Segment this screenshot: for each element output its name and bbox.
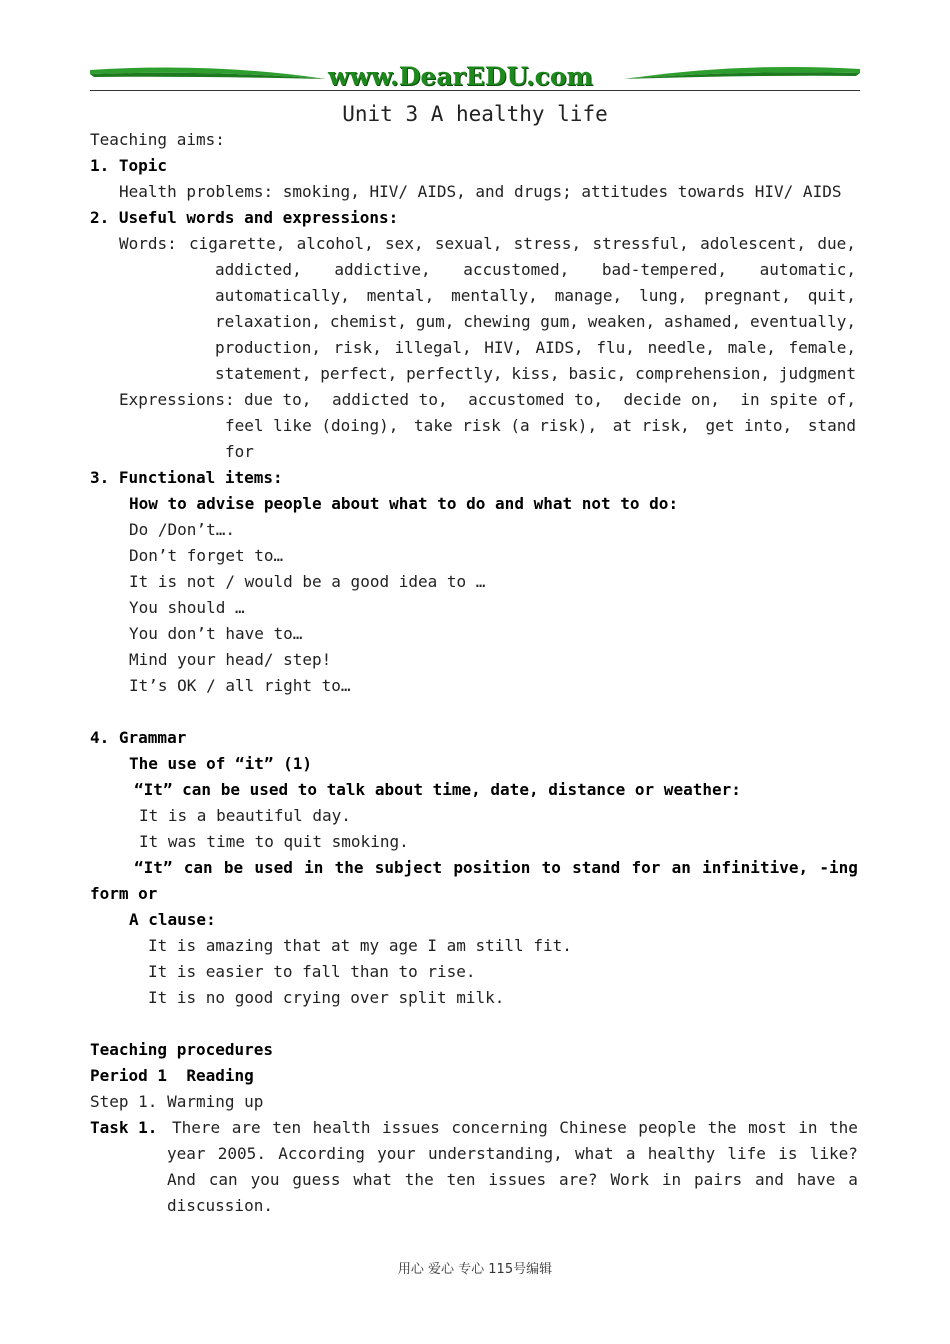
words-row-4: [215, 335, 856, 361]
rule-word: position: [453, 858, 531, 877]
words-row-1: [215, 257, 856, 283]
functional-item: Do /Don’t….: [129, 520, 235, 539]
rule-word: can: [183, 858, 213, 877]
functional-item: It is not / would be a good idea to …: [129, 572, 486, 591]
word-item: production,: [215, 338, 321, 357]
expressions-row-1: [225, 413, 856, 439]
word-item: quit,: [807, 286, 856, 305]
aims-label: Teaching aims:: [90, 130, 225, 149]
rule-word: be: [223, 858, 244, 877]
task-word: are?: [559, 1170, 598, 1189]
procedures-heading: Teaching procedures: [90, 1040, 274, 1059]
rule-word: to: [541, 858, 561, 877]
task-word: pairs: [693, 1170, 743, 1189]
site-logo: www.DearEDU.com: [328, 62, 594, 91]
word-item: ashamed,: [664, 312, 742, 331]
topic-text: Health problems: smoking, HIV/ AIDS, and drugs; attitudes towards HIV/ AIDS: [119, 182, 842, 201]
task-word: Chinese: [559, 1118, 627, 1137]
functional-item: Don’t forget to…: [129, 546, 284, 565]
task-word: like?: [809, 1144, 858, 1163]
task-word: and: [755, 1170, 784, 1189]
word-item: due,: [817, 234, 856, 253]
task-word: have: [796, 1170, 836, 1189]
task-word: ten: [446, 1170, 476, 1189]
word-item: mental,: [366, 286, 435, 305]
task-word: There: [172, 1118, 221, 1137]
task-row-0: [172, 1115, 858, 1141]
functional-item: You should …: [129, 598, 245, 617]
word-item: mentally,: [451, 286, 538, 305]
words-row-2: [215, 283, 856, 309]
expression-item: take risk (a risk),: [414, 416, 598, 435]
task-word: people: [638, 1118, 697, 1137]
word-item: accustomed,: [463, 260, 570, 279]
expression-item: at risk,: [612, 416, 690, 435]
grammar-example: It is easier to fall than to rise.: [148, 962, 476, 981]
task-word: a: [848, 1170, 858, 1189]
word-item: flu,: [596, 338, 635, 357]
task-word: 2005.: [217, 1144, 266, 1163]
task-word: According: [278, 1144, 365, 1163]
grammar-example: It is amazing that at my age I am still fit.: [148, 936, 572, 955]
grammar-example: It was time to quit smoking.: [139, 832, 409, 851]
word-item: addicted,: [215, 260, 302, 279]
word-item: sex,: [385, 234, 424, 253]
word-item: kiss,: [511, 364, 560, 383]
word-item: basic,: [568, 364, 627, 383]
expression-item: in spite of,: [740, 390, 856, 409]
task-word: your: [377, 1144, 416, 1163]
word-item: eventually,: [750, 312, 856, 331]
task-word: you: [250, 1170, 280, 1189]
task-row-2: [167, 1167, 858, 1193]
words-row-0: [189, 231, 856, 257]
word-item: lung,: [639, 286, 688, 305]
rule-word: infinitive,: [702, 858, 809, 877]
word-item: perfectly,: [406, 364, 503, 383]
task-word: a: [625, 1144, 636, 1163]
expression-item: feel like (doing),: [225, 416, 399, 435]
grammar-example: It is no good crying over split milk.: [148, 988, 505, 1007]
word-item: female,: [788, 338, 856, 357]
task-word: ten: [272, 1118, 302, 1137]
word-item: chemist,: [329, 312, 407, 331]
task-word: healthy: [647, 1144, 716, 1163]
page-title: Unit 3 A healthy life: [342, 102, 608, 126]
task-word: year: [167, 1144, 206, 1163]
functional-heading: 3. Functional items:: [90, 468, 283, 487]
word-item: risk,: [333, 338, 382, 357]
task-word: in: [661, 1170, 682, 1189]
task-word: in: [798, 1118, 818, 1137]
rule-word: “It”: [134, 858, 173, 877]
word-item: relaxation,: [215, 312, 321, 331]
word-item: illegal,: [394, 338, 472, 357]
task-word: understanding,: [427, 1144, 563, 1163]
task-word: health: [312, 1118, 371, 1137]
word-item: statement,: [215, 364, 312, 383]
word-item: stressful,: [592, 234, 689, 253]
task-row-1: [167, 1141, 858, 1167]
task-word: what: [575, 1144, 614, 1163]
word-item: gum,: [415, 312, 455, 331]
expression-item: get into,: [705, 416, 793, 435]
rule-word: for: [631, 858, 661, 877]
functional-item: Mind your head/ step!: [129, 650, 332, 669]
task-word: issues: [488, 1170, 547, 1189]
task-word: the: [829, 1118, 858, 1137]
page-footer: 用心 爱心 专心 115号编辑: [397, 1262, 553, 1277]
word-item: HIV,: [484, 338, 523, 357]
task-word: is: [778, 1144, 798, 1163]
expression-item: accustomed to,: [468, 390, 603, 409]
words-label: Words:: [119, 234, 177, 253]
header-rule: [90, 90, 860, 91]
word-item: weaken,: [587, 312, 656, 331]
expression-item: stand: [807, 416, 856, 435]
task-word: the: [404, 1170, 434, 1189]
task-word: most: [748, 1118, 787, 1137]
word-item: adolescent,: [700, 234, 807, 253]
task-word: Work: [610, 1170, 649, 1189]
word-item: automatically,: [215, 286, 350, 305]
word-item: bad-tempered,: [601, 260, 728, 279]
word-item: addictive,: [334, 260, 431, 279]
functional-item: It’s OK / all right to…: [129, 676, 351, 695]
grammar-rule-2-clause: A clause:: [129, 910, 216, 929]
word-item: needle,: [647, 338, 715, 357]
period-heading: Period 1 Reading: [90, 1066, 254, 1085]
rule-word: in: [304, 858, 324, 877]
task-word: can: [208, 1170, 238, 1189]
words-heading: 2. Useful words and expressions:: [90, 208, 399, 227]
words-row-3: [215, 309, 856, 335]
word-item: comprehension,: [635, 364, 770, 383]
word-item: male,: [727, 338, 776, 357]
expression-item: addicted to,: [331, 390, 448, 409]
task-word: guess: [292, 1170, 341, 1189]
functional-subheading: How to advise people about what to do and what not to do:: [129, 494, 679, 513]
task-word: And: [167, 1170, 196, 1189]
word-item: pregnant,: [704, 286, 791, 305]
functional-item: You don’t have to…: [129, 624, 303, 643]
word-item: sexual,: [434, 234, 503, 253]
word-item: manage,: [554, 286, 623, 305]
task-word: concerning: [451, 1118, 548, 1137]
expressions-label: Expressions:: [119, 390, 235, 409]
task-label: Task 1.: [90, 1118, 158, 1137]
rule-word: used: [254, 858, 293, 877]
task-word: what: [353, 1170, 392, 1189]
word-item: stress,: [513, 234, 582, 253]
rule-word: stand: [572, 858, 621, 877]
task-word: issues: [382, 1118, 440, 1137]
word-item: perfect,: [320, 364, 398, 383]
grammar-rule-1: “It” can be used to talk about time, date, distance or weather:: [134, 780, 741, 799]
step-text: Step 1. Warming up: [90, 1092, 264, 1111]
expressions-last: for: [225, 442, 254, 461]
word-item: alcohol,: [296, 234, 374, 253]
rule-word: an: [671, 858, 691, 877]
grammar-subheading: The use of “it” (1): [129, 754, 313, 773]
words-row-5: [215, 361, 856, 387]
grammar-rule-2: [134, 855, 858, 881]
task-word: the: [707, 1118, 737, 1137]
word-item: chewing gum,: [463, 312, 579, 331]
rule-word: subject: [374, 858, 443, 877]
word-item: cigarette,: [189, 234, 286, 253]
expression-item: due to,: [244, 390, 312, 409]
task-word: life: [727, 1144, 766, 1163]
word-item: automatic,: [759, 260, 856, 279]
word-item: judgment: [778, 364, 856, 383]
grammar-example: It is a beautiful day.: [139, 806, 351, 825]
rule-word: -ing: [819, 858, 858, 877]
rule-word: the: [334, 858, 364, 877]
expression-item: decide on,: [623, 390, 720, 409]
grammar-heading: 4. Grammar: [90, 728, 187, 747]
word-item: AIDS,: [535, 338, 584, 357]
task-last: discussion.: [167, 1196, 273, 1215]
topic-heading: 1. Topic: [90, 156, 168, 175]
expressions-row-0: [244, 387, 856, 413]
grammar-rule-2-end: form or: [90, 884, 158, 903]
task-word: are: [231, 1118, 261, 1137]
